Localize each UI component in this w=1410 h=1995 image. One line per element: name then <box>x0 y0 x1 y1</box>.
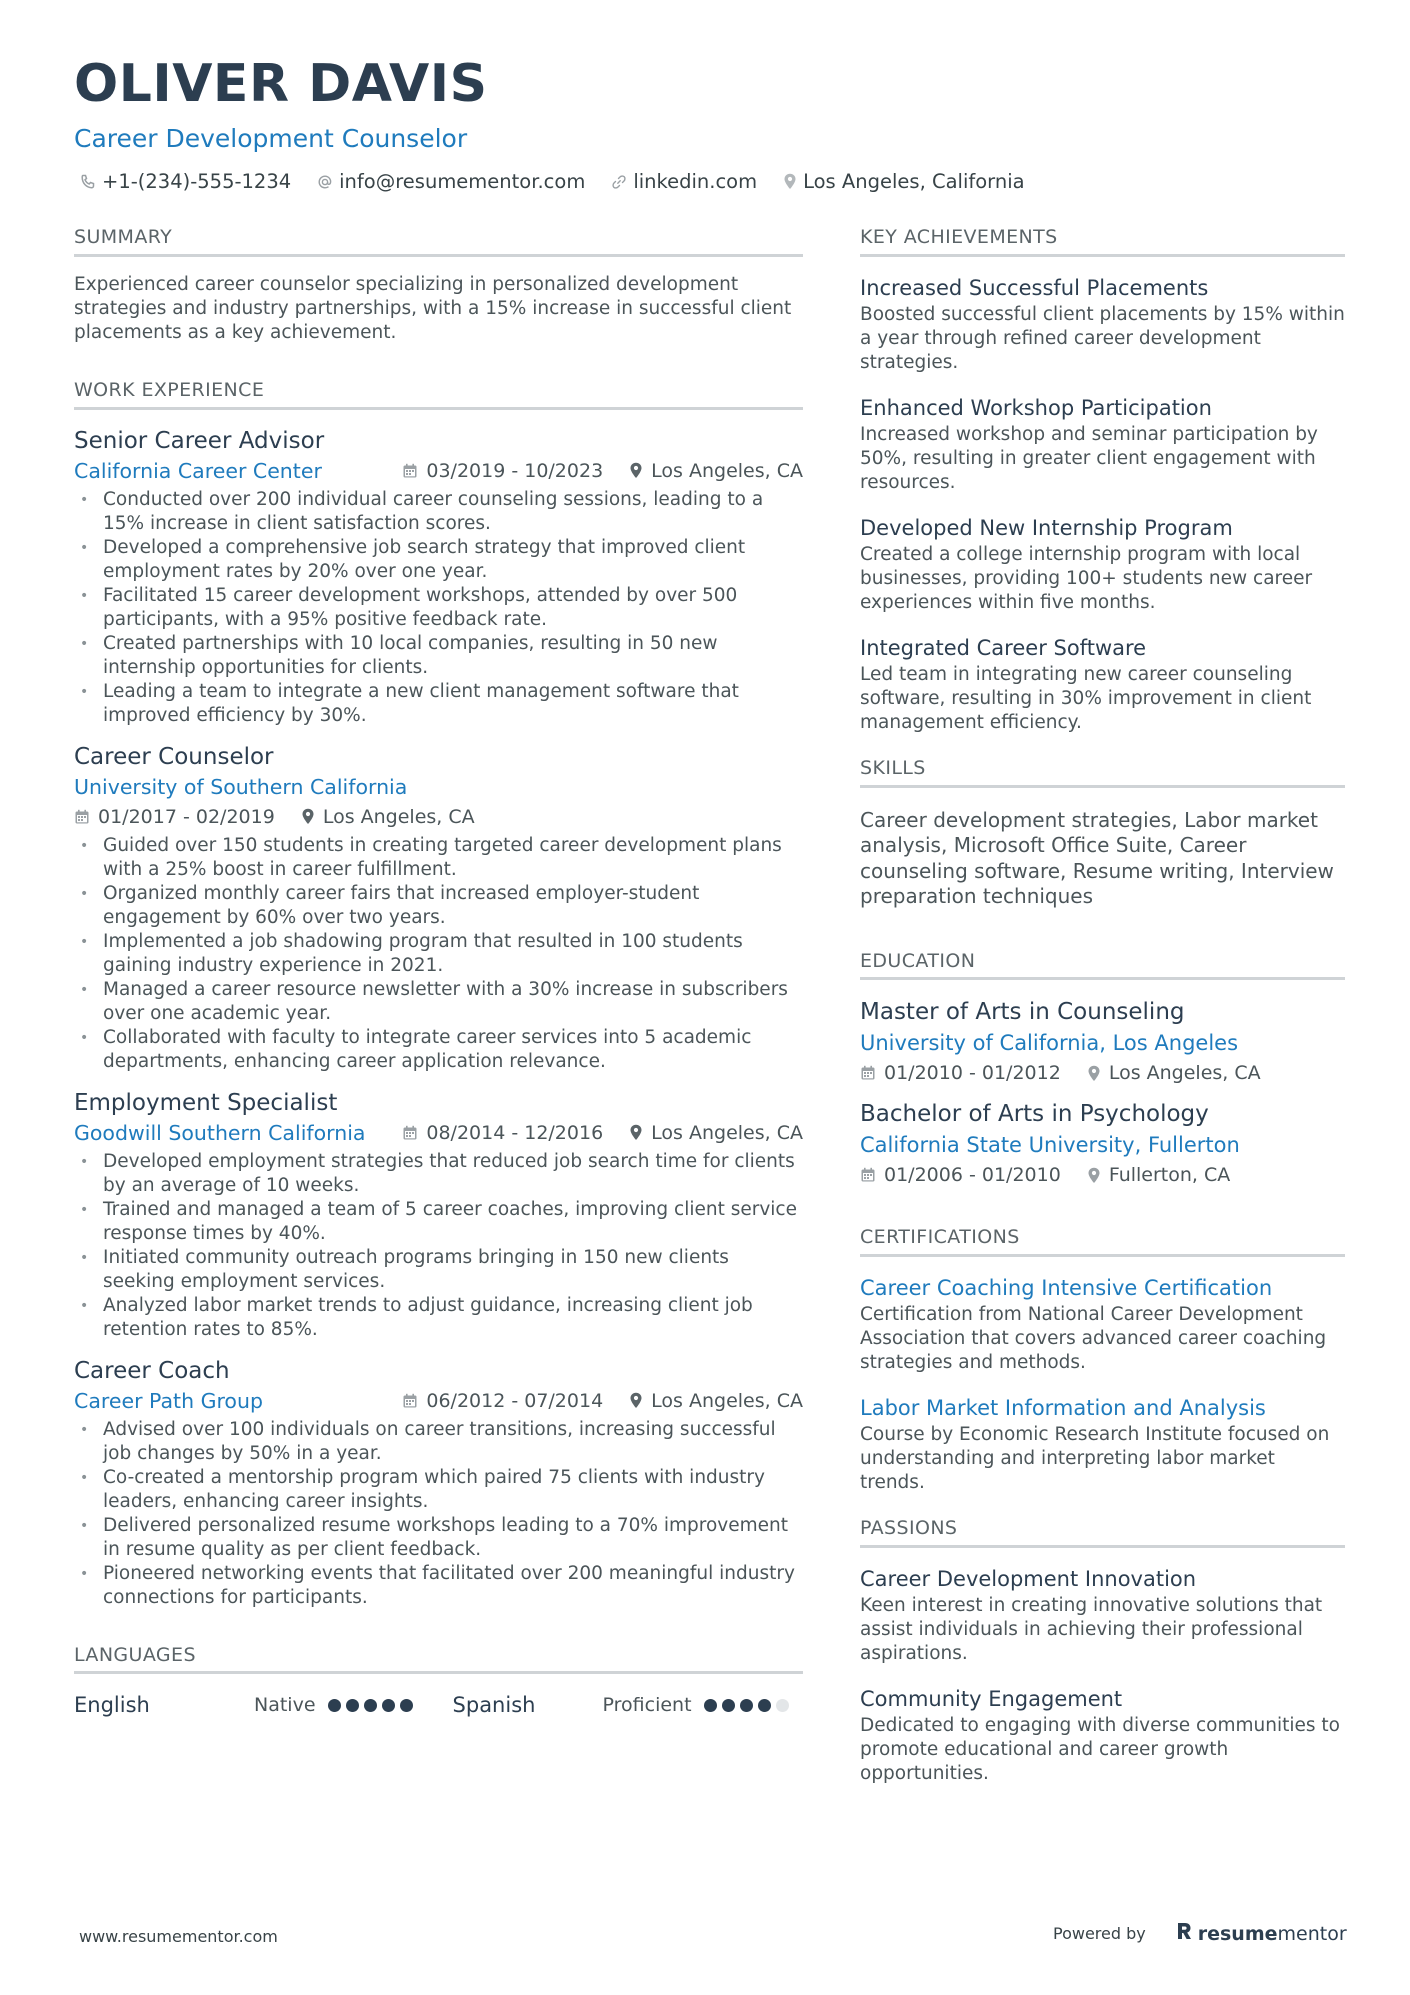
certifications-section <box>860 1226 1345 1495</box>
certification-title: Career Coaching Intensive Certification <box>860 1276 1273 1301</box>
education-school: University of California, Los Angeles <box>860 1031 1239 1056</box>
brand-name-bold: resume <box>1197 1922 1278 1945</box>
job-dates <box>74 802 275 832</box>
language-name: Spanish <box>452 1693 536 1718</box>
list-item: • Trained and managed a team of 5 career coaches, improving client service response times by 40%. <box>74 1198 803 1246</box>
achievement-text: Created a college internship program with local businesses, providing 100+ students new career experiences within five months. <box>860 543 1313 613</box>
list-item: • Implemented a job shadowing program that resulted in 100 students gaining industry experience in 2021. <box>74 930 803 978</box>
job-location-text: Los Angeles, CA <box>322 805 475 828</box>
skills-section <box>860 757 1345 910</box>
contact-email[interactable] <box>317 170 585 193</box>
education-meta <box>860 1058 1345 1088</box>
job-company: Goodwill Southern California <box>74 1120 366 1145</box>
job-meta <box>74 802 803 832</box>
rating-dot-filled <box>758 1699 771 1712</box>
job-dates <box>402 1386 603 1416</box>
job-location <box>629 1118 803 1148</box>
rating-dot-filled <box>704 1699 717 1712</box>
summary-section <box>74 226 803 345</box>
list-item: • Analyzed labor market trends to adjust guidance, increasing client job retention rates to 85%. <box>74 1294 803 1342</box>
contact-location <box>783 170 1024 193</box>
job-entry <box>74 426 803 728</box>
location-pin-icon <box>629 462 643 479</box>
job-bullets <box>74 488 803 728</box>
education-heading: EDUCATION <box>860 950 1345 981</box>
achievement-title: Increased Successful Placements <box>860 275 1209 300</box>
summary-heading: SUMMARY <box>74 226 803 257</box>
list-item: • Collaborated with faculty to integrate career services into 5 academic departments, enhancing career application relevance. <box>74 1026 803 1074</box>
education-dates-text: 01/2006 - 01/2010 <box>884 1164 1061 1187</box>
rating-dot-filled <box>328 1699 341 1712</box>
education-school: California State University, Fullerton <box>860 1133 1240 1158</box>
rating-dot-filled <box>364 1699 377 1712</box>
passion-item <box>860 1684 1345 1786</box>
list-item: • Leading a team to integrate a new client management software that improved efficiency by 30%. <box>74 680 803 728</box>
job-location <box>629 456 803 486</box>
achievement-item <box>860 513 1345 615</box>
summary-text: Experienced career counselor specializing in personalized development strategies and industry partnerships, with a 15% increase in successful client placements as a key achievement. <box>74 273 792 343</box>
job-meta <box>402 456 803 486</box>
job-meta <box>402 1386 803 1416</box>
location-pin-icon <box>301 808 315 825</box>
list-item: • Managed a career resource newsletter with a 30% increase in subscribers over one academic year. <box>74 978 803 1026</box>
linkedin-text[interactable]: linkedin.com <box>633 170 758 193</box>
education-dates <box>860 1160 1061 1190</box>
passion-text: Keen interest in creating innovative solutions that assist individuals in achieving their professional aspirations. <box>860 1594 1323 1664</box>
list-item: • Conducted over 200 individual career counseling sessions, leading to a 15% increase in client satisfaction scores. <box>74 488 803 536</box>
job-dates <box>402 1118 603 1148</box>
location-pin-icon <box>1087 1065 1101 1082</box>
certification-title: Labor Market Information and Analysis <box>860 1396 1266 1421</box>
footer-website[interactable]: www.resumementor.com <box>79 1927 278 1946</box>
job-meta <box>402 1118 803 1148</box>
rating-dot-filled <box>346 1699 359 1712</box>
contact-phone <box>80 170 291 193</box>
list-item: • Developed a comprehensive job search strategy that improved client employment rates by 20% over one year. <box>74 536 803 584</box>
languages-heading: LANGUAGES <box>74 1644 803 1675</box>
left-column <box>74 226 803 1720</box>
passions-heading: PASSIONS <box>860 1517 1345 1548</box>
passion-title: Career Development Innovation <box>860 1566 1197 1591</box>
list-item: • Pioneered networking events that facilitated over 200 meaningful industry connections for participants. <box>74 1562 803 1610</box>
job-meta-line <box>74 1386 803 1416</box>
job-meta-line <box>74 456 803 486</box>
rating-dot-empty <box>776 1699 789 1712</box>
powered-by-text: Powered by <box>1053 1924 1146 1943</box>
job-dates-text: 08/2014 - 12/2016 <box>426 1121 604 1144</box>
job-position: Senior Career Advisor <box>74 427 325 454</box>
language-rating <box>704 1699 789 1712</box>
contact-linkedin[interactable] <box>611 170 757 193</box>
job-bullets <box>74 1150 803 1342</box>
job-position: Career Counselor <box>74 743 274 770</box>
phone-text: +1-(234)-555-1234 <box>102 170 292 193</box>
job-company: California Career Center <box>74 458 322 483</box>
language-level: Proficient <box>602 1694 692 1717</box>
job-location <box>301 802 475 832</box>
certification-item <box>860 1273 1345 1375</box>
education-location-text: Los Angeles, CA <box>1108 1062 1261 1085</box>
education-location <box>1087 1058 1261 1088</box>
education-item <box>860 1098 1345 1190</box>
education-meta <box>860 1160 1345 1190</box>
job-location-text: Los Angeles, CA <box>651 459 803 482</box>
certifications-heading: CERTIFICATIONS <box>860 1226 1345 1257</box>
languages-row <box>74 1690 803 1720</box>
list-item: • Co-created a mentorship program which paired 75 clients with industry leaders, enhancing career insights. <box>74 1466 803 1514</box>
job-entry <box>74 742 803 1074</box>
job-entry <box>74 1356 803 1610</box>
list-item: • Organized monthly career fairs that increased employer-student engagement by 60% over two years. <box>74 882 803 930</box>
achievements-heading: KEY ACHIEVEMENTS <box>860 226 1345 257</box>
language-name: English <box>74 1693 150 1718</box>
job-dates-text: 06/2012 - 07/2014 <box>426 1389 604 1412</box>
calendar-icon <box>402 1393 418 1409</box>
job-location <box>629 1386 803 1416</box>
job-title: Career Development Counselor <box>74 124 468 153</box>
calendar-icon <box>860 1065 876 1081</box>
job-location-text: Los Angeles, CA <box>651 1121 803 1144</box>
location-pin-icon <box>629 1392 643 1409</box>
education-location-text: Fullerton, CA <box>1108 1164 1231 1187</box>
location-pin-icon <box>1087 1167 1101 1184</box>
brand-name-light: mentor <box>1277 1922 1347 1945</box>
rating-dot-filled <box>740 1699 753 1712</box>
candidate-name: OLIVER DAVIS <box>74 54 488 114</box>
achievement-item <box>860 393 1345 495</box>
job-position: Career Coach <box>74 1357 230 1384</box>
rating-dot-filled <box>722 1699 735 1712</box>
skills-heading: SKILLS <box>860 757 1345 788</box>
passion-item <box>860 1564 1345 1666</box>
job-position: Employment Specialist <box>74 1089 338 1116</box>
achievement-text: Increased workshop and seminar participation by 50%, resulting in greater client engagement with resources. <box>860 423 1318 493</box>
list-item: • Delivered personalized resume workshops leading to a 70% improvement in resume quality as per client feedback. <box>74 1514 803 1562</box>
achievement-text: Led team in integrating new career counseling software, resulting in 30% improvement in client management efficiency. <box>860 663 1312 733</box>
education-location <box>1087 1160 1230 1190</box>
achievement-item <box>860 633 1345 735</box>
job-entry <box>74 1088 803 1342</box>
list-item: • Developed employment strategies that reduced job search time for clients by an average of 10 weeks. <box>74 1150 803 1198</box>
link-icon <box>611 174 627 190</box>
achievements-section <box>860 226 1345 735</box>
brand-logo[interactable] <box>1176 1922 1347 1945</box>
education-dates <box>860 1058 1061 1088</box>
education-dates-text: 01/2010 - 01/2012 <box>884 1062 1061 1085</box>
achievement-title: Integrated Career Software <box>860 635 1147 660</box>
certification-text: Course by Economic Research Institute focused on understanding and interpreting labor market trends. <box>860 1424 1330 1494</box>
calendar-icon <box>402 463 418 479</box>
job-company: Career Path Group <box>74 1388 263 1413</box>
job-dates-text: 01/2017 - 02/2019 <box>98 805 275 828</box>
calendar-icon <box>402 1125 418 1141</box>
passion-text: Dedicated to engaging with diverse communities to promote educational and career growth opportunities. <box>860 1714 1340 1784</box>
job-bullets <box>74 1418 803 1610</box>
certification-item <box>860 1393 1345 1495</box>
education-degree: Bachelor of Arts in Psychology <box>860 1101 1209 1128</box>
rating-dot-filled <box>400 1699 413 1712</box>
achievement-text: Boosted successful client placements by 15% within a year through refined career development strategies. <box>860 303 1345 373</box>
calendar-icon <box>74 809 90 825</box>
experience-section <box>74 379 803 1610</box>
experience-heading: WORK EXPERIENCE <box>74 379 803 410</box>
job-company: University of Southern California <box>74 774 408 799</box>
passion-title: Community Engagement <box>860 1686 1123 1711</box>
achievement-title: Enhanced Workshop Participation <box>860 395 1212 420</box>
achievement-title: Developed New Internship Program <box>860 515 1233 540</box>
language-rating <box>328 1699 413 1712</box>
brand-mark-icon <box>1176 1922 1192 1945</box>
languages-section <box>74 1644 803 1721</box>
contact-row <box>80 170 1025 193</box>
list-item: • Advised over 100 individuals on career transitions, increasing successful job changes by 50% in a year. <box>74 1418 803 1466</box>
list-item: • Guided over 150 students in creating targeted career development plans with a 25% boost in career fulfillment. <box>74 834 803 882</box>
email-text[interactable]: info@resumementor.com <box>339 170 586 193</box>
at-sign-icon <box>317 174 333 190</box>
certification-text: Certification from National Career Development Association that covers advanced career coaching strategies and methods. <box>860 1304 1327 1374</box>
language-level: Native <box>254 1694 316 1717</box>
job-meta-line <box>74 1118 803 1148</box>
achievement-item <box>860 273 1345 375</box>
education-degree: Master of Arts in Counseling <box>860 999 1185 1026</box>
footer-branding <box>1053 1922 1347 1945</box>
phone-icon <box>80 174 96 190</box>
list-item: • Facilitated 15 career development workshops, attended by over 500 participants, with a 95% positive feedback rate. <box>74 584 803 632</box>
job-dates-text: 03/2019 - 10/2023 <box>426 459 604 482</box>
list-item: • Created partnerships with 10 local companies, resulting in 50 new internship opportunities for clients. <box>74 632 803 680</box>
education-section <box>860 950 1345 1191</box>
calendar-icon <box>860 1167 876 1183</box>
job-dates <box>402 456 603 486</box>
location-pin-icon <box>783 173 797 190</box>
location-text: Los Angeles, California <box>803 170 1025 193</box>
job-meta-line <box>74 772 803 802</box>
location-pin-icon <box>629 1124 643 1141</box>
list-item: • Initiated community outreach programs bringing in 150 new clients seeking employment services. <box>74 1246 803 1294</box>
job-location-text: Los Angeles, CA <box>651 1389 803 1412</box>
rating-dot-filled <box>382 1699 395 1712</box>
right-column <box>860 226 1345 1804</box>
education-item <box>860 996 1345 1088</box>
job-bullets <box>74 834 803 1074</box>
passions-section <box>860 1517 1345 1786</box>
skills-text: Career development strategies, Labor market analysis, Microsoft Office Suite, Career counseling software, Resume writing, Interview preparation techniques <box>860 807 1334 909</box>
